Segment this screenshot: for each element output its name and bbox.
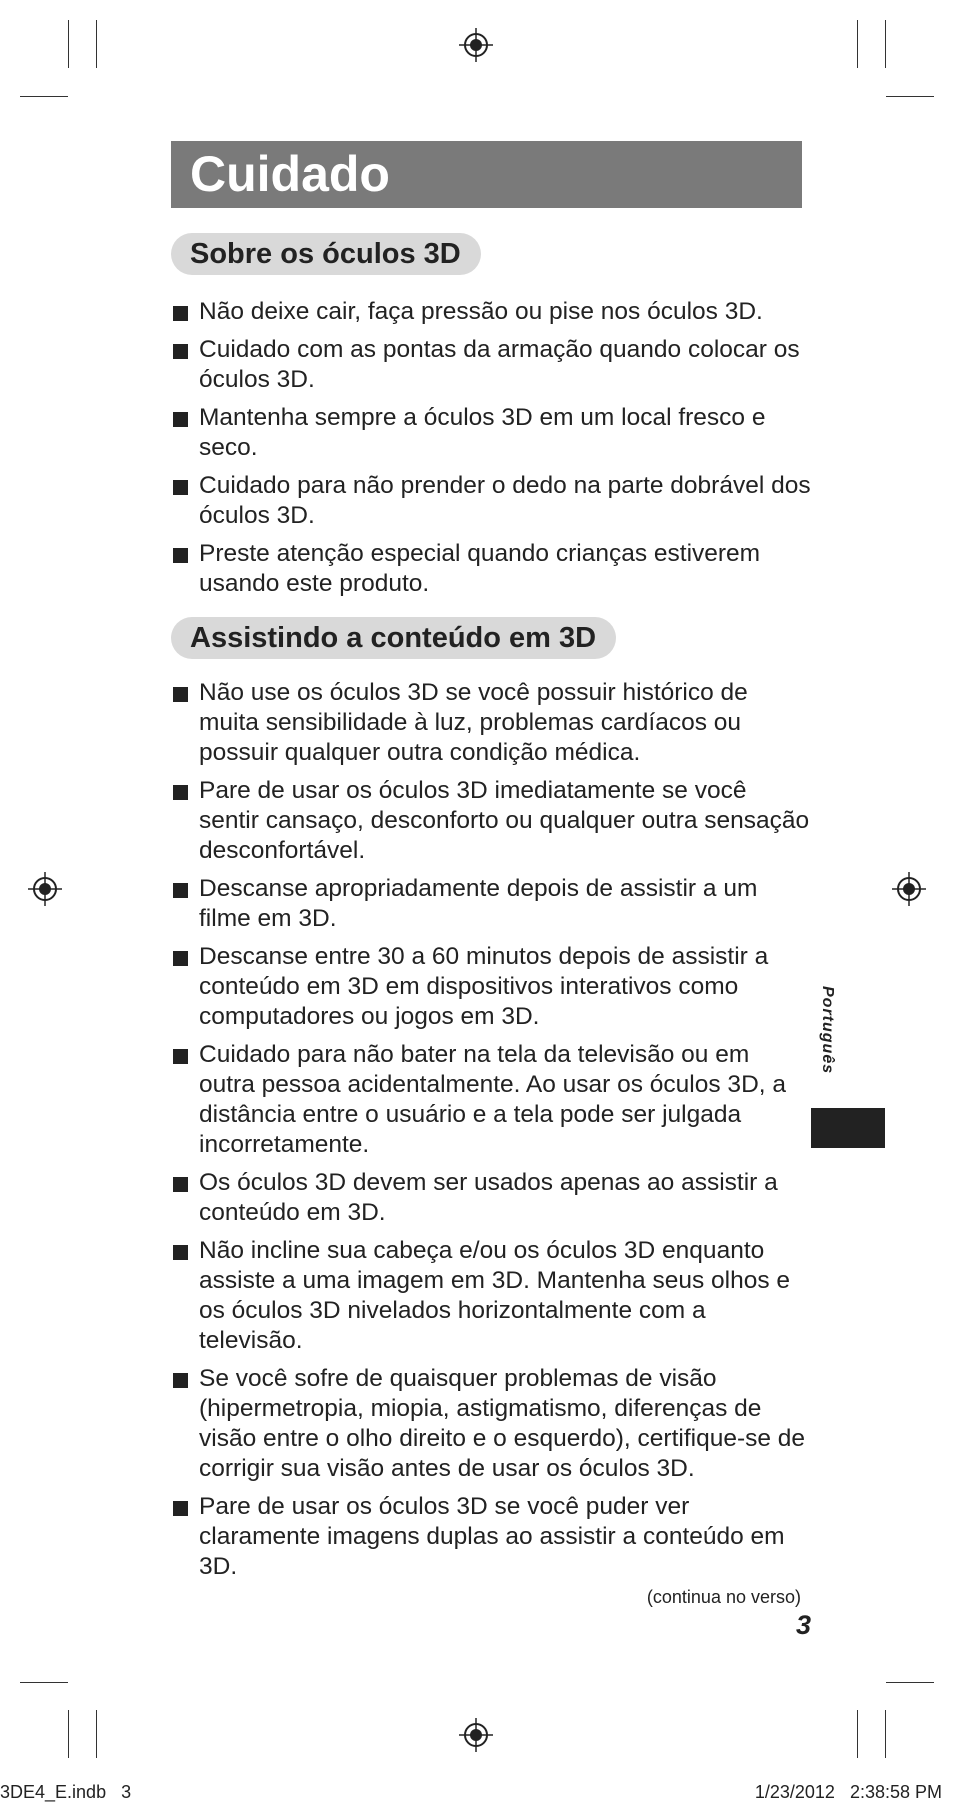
list-item: Não deixe cair, faça pressão ou pise nos óculos 3D. — [171, 297, 811, 327]
section-heading-about-3d-glasses: Sobre os óculos 3D — [171, 233, 481, 275]
slug-timestamp: 1/23/2012 2:38:58 PM — [754, 1782, 942, 1802]
bullet-list-watching-3d — [171, 678, 811, 1590]
crop-mark — [885, 20, 886, 68]
crop-mark — [886, 1682, 934, 1683]
list-item: Cuidado com as pontas da armação quando colocar os óculos 3D. — [171, 335, 811, 395]
list-item: Cuidado para não prender o dedo na parte dobrável dos óculos 3D. — [171, 471, 811, 531]
list-item: Os óculos 3D devem ser usados apenas ao assistir a conteúdo em 3D. — [171, 1168, 811, 1228]
list-item: Pare de usar os óculos 3D se você puder ver claramente imagens duplas ao assistir a conteúdo em 3D. — [171, 1492, 811, 1582]
list-item: Mantenha sempre a óculos 3D em um local fresco e seco. — [171, 403, 811, 463]
crop-mark — [885, 1710, 886, 1758]
crop-mark — [20, 96, 68, 97]
registration-mark-icon — [459, 28, 493, 62]
list-item: Não use os óculos 3D se você possuir histórico de muita sensibilidade à luz, problemas cardíacos ou possuir qualquer outra condição médica. — [171, 678, 811, 768]
crop-mark — [20, 1682, 68, 1683]
registration-mark-icon — [28, 872, 62, 906]
registration-mark-icon — [892, 872, 926, 906]
crop-mark — [857, 1710, 858, 1758]
list-item: Preste atenção especial quando crianças estiverem usando este produto. — [171, 539, 811, 599]
page-title: Cuidado — [171, 141, 802, 208]
list-item: Se você sofre de quaisquer problemas de visão (hipermetropia, miopia, astigmatismo, diferenças de visão entre o olho direito e o esquerdo), certifique-se de corrigir sua visão antes de usar os óculos 3D. — [171, 1364, 811, 1484]
list-item: Pare de usar os óculos 3D imediatamente se você sentir cansaço, desconforto ou qualquer outra sensação desconfortável. — [171, 776, 811, 866]
continue-note: (continua no verso) — [646, 1587, 801, 1607]
bullet-list-about-3d-glasses — [171, 297, 811, 607]
list-item: Descanse apropriadamente depois de assistir a um filme em 3D. — [171, 874, 811, 934]
crop-mark — [857, 20, 858, 68]
list-item: Cuidado para não bater na tela da televisão ou em outra pessoa acidentalmente. Ao usar os óculos 3D, a distância entre o usuário e a tela pode ser julgada incorretamente. — [171, 1040, 811, 1160]
registration-mark-icon — [459, 1718, 493, 1752]
crop-mark — [68, 20, 69, 68]
crop-mark — [96, 20, 97, 68]
crop-mark — [96, 1710, 97, 1758]
section-heading-watching-3d: Assistindo a conteúdo em 3D — [171, 617, 616, 659]
crop-mark — [68, 1710, 69, 1758]
language-tab-label: Português — [819, 986, 836, 1075]
crop-mark — [886, 96, 934, 97]
page-number: 3 — [795, 1610, 811, 1640]
language-tab-block — [811, 1108, 885, 1148]
list-item: Não incline sua cabeça e/ou os óculos 3D enquanto assiste a uma imagem em 3D. Mantenha seus olhos e os óculos 3D nivelados horizontalmente com a televisão. — [171, 1236, 811, 1356]
list-item: Descanse entre 30 a 60 minutos depois de assistir a conteúdo em 3D em dispositivos interativos como computadores ou jogos em 3D. — [171, 942, 811, 1032]
slug-filename: 3DE4_E.indb 3 — [0, 1782, 132, 1802]
